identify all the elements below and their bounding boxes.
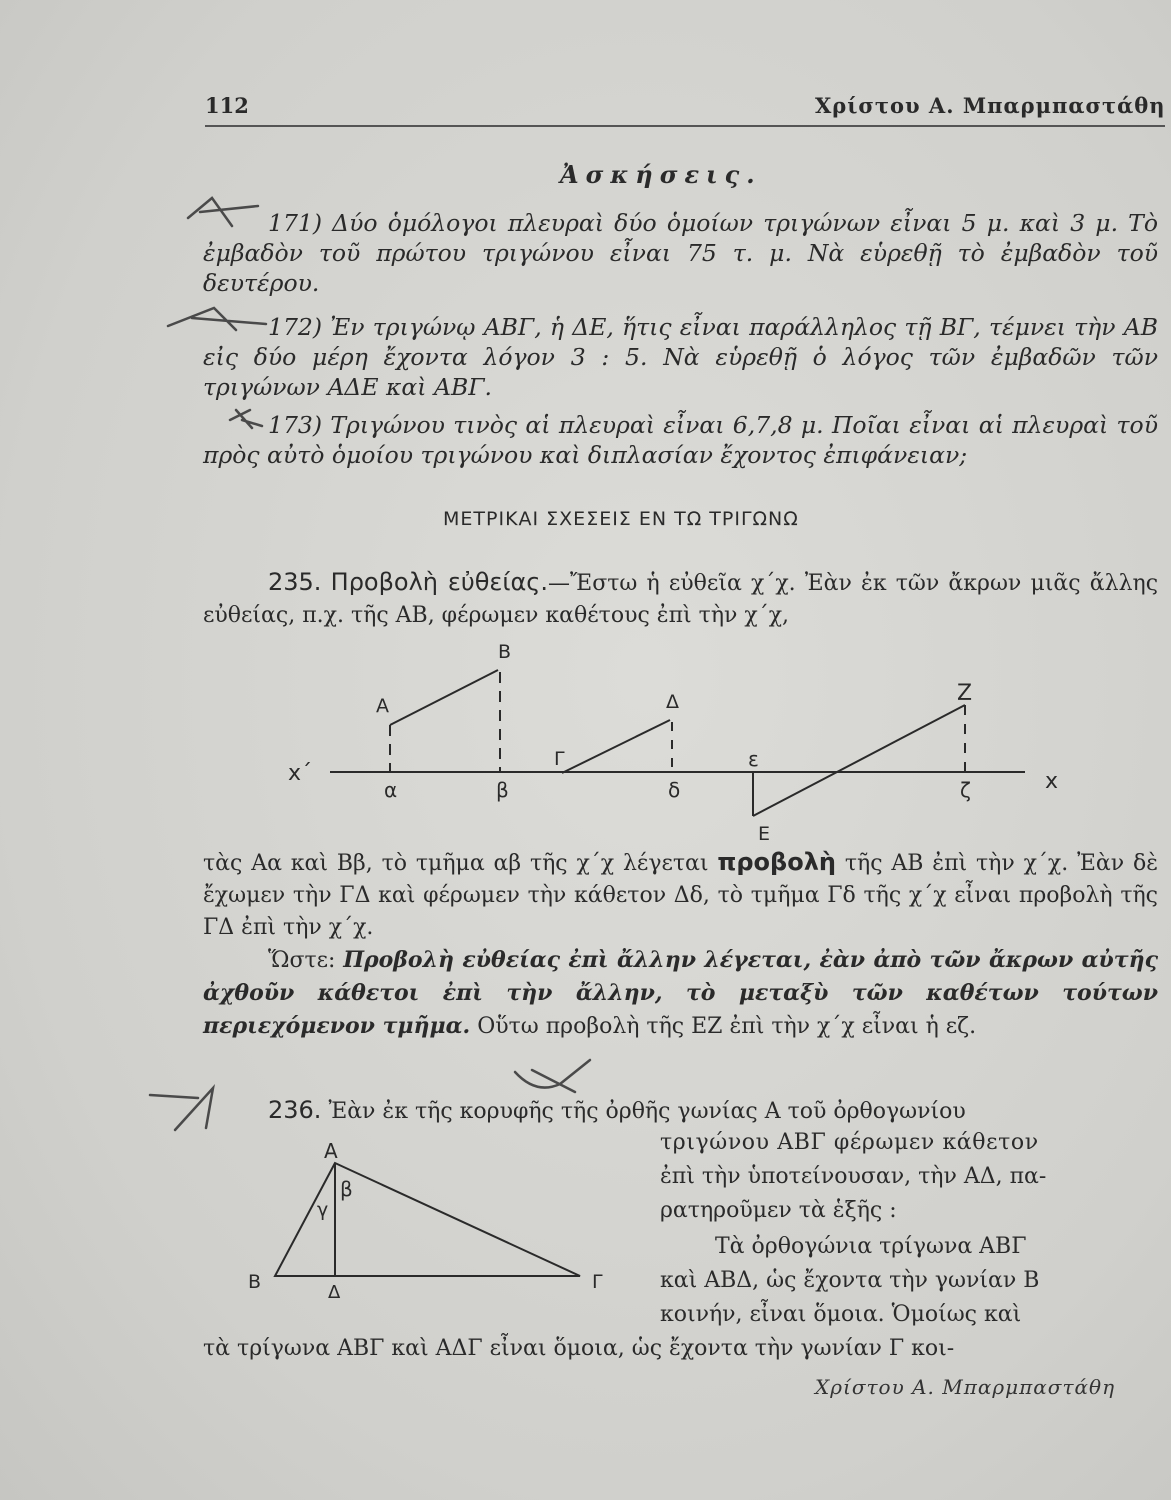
section-heading: ΜΕΤΡΙΚΑΙ ΣΧΕΣΕΙΣ ΕΝ ΤΩ ΤΡΙΓΩΝΩ <box>443 508 799 530</box>
exercise-text: 172) Ἐν τριγώνῳ ΑΒΓ, ἡ ΔΕ, ἥτις εἶναι παράλληλος τῇ ΒΓ, τέμνει τὴν ΑΒ εἰς δύο μέρη ἔχοντα λόγον 3 : 5. Νὰ εὑρεθῇ ὁ λόγος τῶν ἐμβαδῶν τῶν τριγώνων ΑΔΕ καὶ ΑΒΓ. <box>203 313 1158 401</box>
point-D-label: Δ <box>666 691 679 713</box>
article-text-line: Τὰ ὀρθογώνια τρίγωνα ΑΒΓ <box>715 1234 1027 1259</box>
point-e-label: ε <box>748 747 759 771</box>
check-mark-icon <box>150 1088 213 1130</box>
point-z-label: ζ <box>960 778 971 802</box>
projection-term: προβολὴ <box>717 848 836 876</box>
exercises-heading: Ἀσκήσεις. <box>560 160 762 189</box>
point-B-label: Β <box>498 641 512 663</box>
owner-signature: Χρίστου Α. Μπαρμπαστάθη <box>815 1375 1116 1399</box>
vertex-G-label: Γ <box>592 1271 603 1293</box>
point-A-label: Α <box>376 695 389 717</box>
angle-beta-label: β <box>340 1177 353 1201</box>
article-text-line: καὶ ΑΒΔ, ὡς ἔχοντα τὴν γωνίαν Β <box>660 1268 1040 1293</box>
point-b-label: β <box>496 778 509 802</box>
point-E-label: Ε <box>758 823 771 845</box>
definition-text: Προβολὴ εὐθείας ἐπὶ ἄλλην λέγεται, ἐὰν ἀπὸ τῶν ἄκρων αὐτῆς ἀχθοῦν κάθετοι ἐπὶ τὴν ἄλλην, τὸ μεταξὺ τῶν καθέτων τούτων περιεχόμενον τμῆμα. <box>203 947 1158 1039</box>
projection-text-a: τὰς Αα καὶ Ββ, τὸ τμῆμα αβ τῆς χ΄χ λέγεται <box>203 851 709 876</box>
running-head: Χρίστου Α. Μπαρμπαστάθη <box>815 93 1166 118</box>
article-number: 235. <box>268 568 322 596</box>
point-a-label: α <box>384 778 398 802</box>
definition-tail: Οὕτω προβολὴ τῆς ΕΖ ἐπὶ τὴν χ΄χ εἶναι ἡ εζ. <box>477 1014 977 1039</box>
page-number: 112 <box>205 93 249 118</box>
article-text-line: κοινήν, εἶναι ὅμοια. Ὁμοίως καὶ <box>660 1302 1022 1327</box>
article-intro-text: —Ἔστω ἡ εὐθεῖα χ΄χ. Ἐὰν ἐκ τῶν ἄκρων μιᾶς ἄλλης εὐθείας, π.χ. τῆς ΑΒ, φέρωμεν καθέτους ἐπὶ τὴν χ΄χ, <box>203 571 1159 628</box>
vertex-B-label: Β <box>248 1271 262 1293</box>
foot-D-label: Δ <box>328 1282 341 1303</box>
article-text-line: τὰ τρίγωνα ΑΒΓ καὶ ΑΔΓ εἶναι ὅμοια, ὡς ἔχοντα τὴν γωνίαν Γ κοι- <box>203 1336 955 1361</box>
check-mark-icon <box>230 410 262 428</box>
article-text-line: ρατηροῦμεν τὰ ἑξῆς : <box>660 1198 897 1223</box>
x-label: x <box>1045 769 1059 794</box>
point-Z-label: Ζ <box>957 681 973 706</box>
point-d-label: δ <box>668 778 681 802</box>
definition-lead: Ὥστε: <box>268 948 336 973</box>
check-mark-icon <box>168 308 266 330</box>
article-text-line: Ἐὰν ἐκ τῆς κορυφῆς τῆς ὀρθῆς γωνίας Α τοῦ ὀρθογωνίου <box>328 1099 966 1124</box>
x-prime-label: x΄ <box>288 761 313 786</box>
exercise-text: 171) Δύο ὁμόλογοι πλευραὶ δύο ὁμοίων τριγώνων εἶναι 5 μ. καὶ 3 μ. Τὸ ἐμβαδὸν τοῦ πρώτου τριγώνου εἶναι 75 τ. μ. Νὰ εὑρεθῇ τὸ ἐμβαδὸν τοῦ δευτέρου. <box>203 209 1158 297</box>
article-number: 236. <box>268 1096 322 1124</box>
article-title: Προβολὴ εὐθείας. <box>330 568 549 596</box>
angle-gamma-label: γ <box>317 1199 329 1221</box>
article-text-line: τριγώνου ΑΒΓ φέρωμεν κάθετον <box>660 1130 1039 1155</box>
check-mark-icon <box>188 198 258 226</box>
article-text-line: ἐπὶ τὴν ὑποτείνουσαν, τὴν ΑΔ, πα- <box>660 1164 1047 1189</box>
exercise-text: 173) Τριγώνου τινὸς αἱ πλευραὶ εἶναι 6,7,8 μ. Ποῖαι εἶναι αἱ πλευραὶ τοῦ πρὸς αὐτὸ ὁμοίου τριγώνου καὶ διπλασίαν ἔχοντος ἐπιφάνειαν; <box>203 411 1158 469</box>
projection-text-b: τῆς ΑΒ ἐπὶ τὴν χ΄χ. Ἐὰν δὲ ἔχωμεν τὴν ΓΔ καὶ φέρωμεν τὴν κάθετον Δδ, τὸ τμῆμα Γδ τῆς χ΄χ εἶναι προβολὴ τῆς ΓΔ ἐπὶ τὴν χ΄χ. <box>203 851 1158 940</box>
vertex-A-label: Α <box>324 1139 338 1163</box>
point-G-label: Γ <box>554 748 565 770</box>
check-mark-icon <box>515 1060 590 1092</box>
